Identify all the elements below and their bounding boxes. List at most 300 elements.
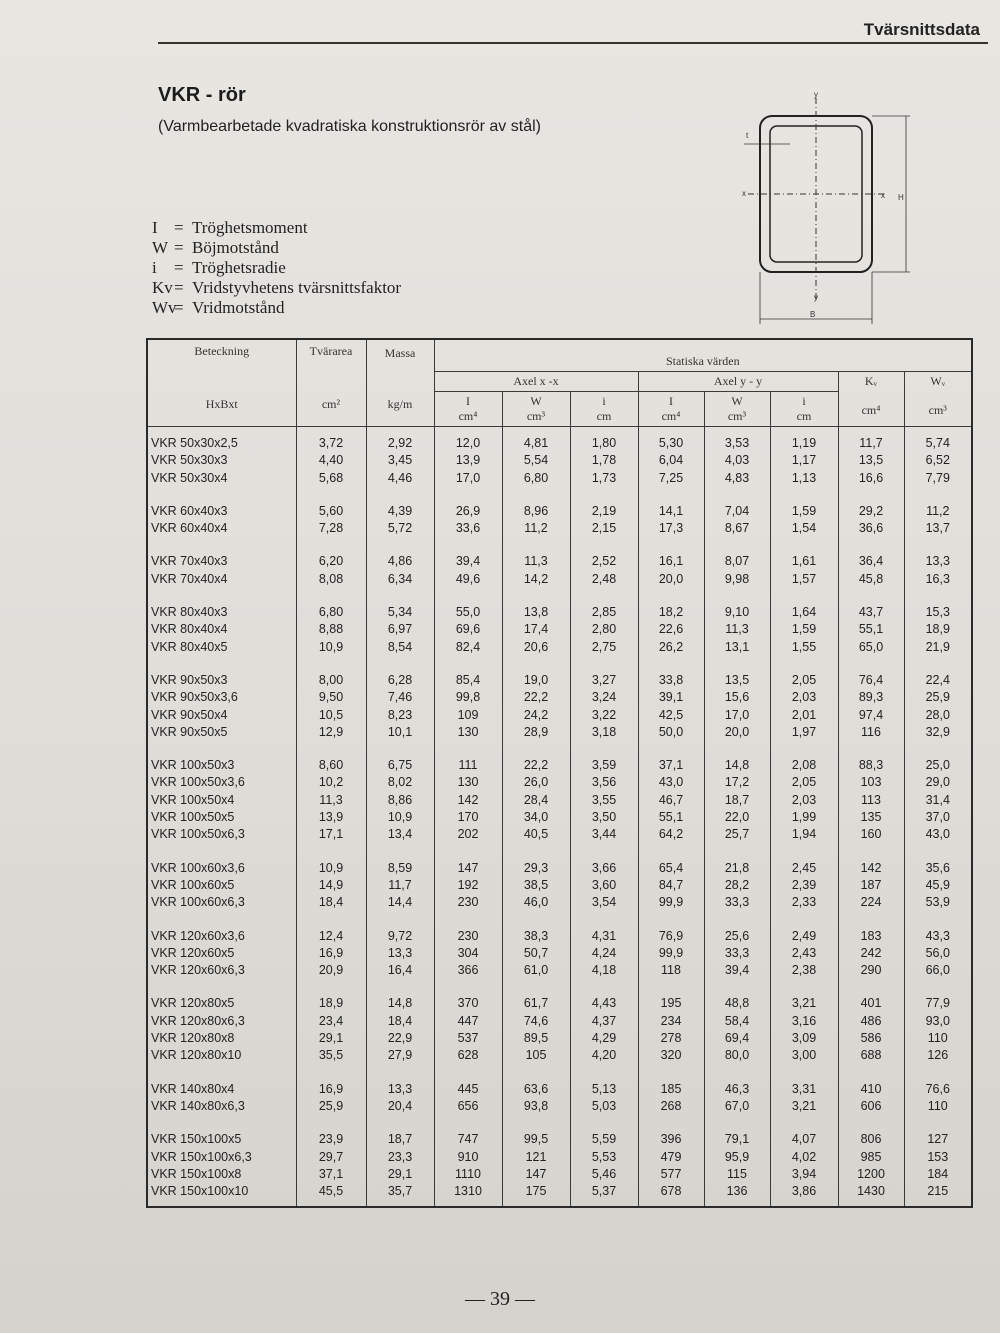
table-row-group — [147, 493, 972, 544]
symbol-legend — [152, 218, 401, 318]
iy-cell — [638, 985, 704, 1070]
mass-value: 16,4 — [387, 963, 413, 978]
mass-cell — [366, 427, 434, 493]
designation-cell — [147, 427, 296, 493]
wy-value: 13,1 — [724, 639, 750, 654]
ry-value: 2,49 — [791, 928, 817, 943]
wy-value: 15,6 — [724, 690, 750, 705]
wx-value: 175 — [525, 1184, 547, 1199]
iy-value: 16,1 — [658, 554, 684, 569]
area-cell — [296, 662, 366, 747]
section-data-table — [146, 338, 973, 1208]
legend-item — [152, 218, 401, 238]
iy-value: 76,9 — [658, 928, 684, 943]
rx-value: 3,54 — [591, 895, 617, 910]
wy-value: 20,0 — [724, 724, 750, 739]
ry-value: 1,59 — [791, 622, 817, 637]
area-cell — [296, 493, 366, 544]
ix-value: 537 — [457, 1031, 479, 1046]
mass-value: 35,7 — [387, 1184, 413, 1199]
legend-equals: = — [174, 218, 184, 237]
ry-value: 2,05 — [791, 672, 817, 687]
kv-unit: cm⁴ — [861, 403, 881, 417]
wv-header — [904, 372, 972, 427]
ix-value: 17,0 — [455, 470, 481, 485]
table-row-group — [147, 918, 972, 986]
iy-value: 577 — [660, 1166, 682, 1181]
wy-value: 17,0 — [724, 707, 750, 722]
wx-value: 8,96 — [523, 503, 549, 518]
mass-cell — [366, 747, 434, 849]
wy-cell — [704, 427, 770, 493]
wx-value: 147 — [525, 1166, 547, 1181]
ry-cell — [770, 918, 838, 986]
designation-value: VKR 120x60x6,3 — [151, 963, 245, 978]
ix-cell — [434, 747, 502, 849]
legend-symbol: I — [152, 218, 158, 237]
rx-cell — [570, 1071, 638, 1122]
rx-value: 5,46 — [591, 1166, 617, 1181]
ry-value: 2,08 — [791, 758, 817, 773]
wy-value: 33,3 — [724, 895, 750, 910]
ix-unit: cm⁴ — [458, 409, 478, 423]
rx-value: 2,48 — [591, 571, 617, 586]
wy-cell — [704, 850, 770, 918]
designation-value: VKR 50x30x2,5 — [151, 436, 238, 450]
designation-value: VKR 90x50x3 — [151, 672, 228, 687]
mass-value: 13,3 — [387, 1081, 413, 1096]
ry-value: 2,43 — [791, 945, 817, 960]
kv-value: 290 — [860, 963, 882, 978]
area-value: 25,9 — [318, 1098, 344, 1113]
rx-value: 4,31 — [591, 928, 617, 943]
ix-value: 39,4 — [455, 554, 481, 569]
area-value: 20,9 — [318, 963, 344, 978]
rx-label: i — [602, 394, 606, 408]
wx-value: 61,7 — [523, 996, 549, 1011]
area-value: 6,80 — [318, 605, 344, 620]
wv-value: 43,3 — [925, 928, 950, 943]
iy-value: 26,2 — [658, 639, 684, 654]
wy-value: 80,0 — [724, 1048, 750, 1063]
wy-value: 3,53 — [724, 436, 750, 450]
area-cell — [296, 1121, 366, 1207]
designation-value: VKR 100x60x3,6 — [151, 860, 245, 875]
area-unit: cm² — [321, 397, 341, 411]
legend-item — [152, 258, 401, 278]
wy-value: 67,0 — [724, 1098, 750, 1113]
ix-value: 230 — [457, 895, 479, 910]
designation-value: VKR 50x30x4 — [151, 470, 228, 485]
axis-y-header: Axel y - y — [638, 372, 838, 392]
legend-text: Tröghetsmoment — [192, 218, 308, 237]
ix-value: 82,4 — [455, 639, 481, 654]
ry-value: 2,33 — [791, 895, 817, 910]
mass-value: 10,9 — [387, 810, 413, 825]
kv-value: 89,3 — [858, 690, 884, 705]
kv-value: 88,3 — [858, 758, 884, 773]
mass-value: 13,3 — [387, 945, 413, 960]
ix-value: 12,0 — [455, 436, 481, 450]
area-value: 3,72 — [318, 436, 344, 450]
ry-value: 1,19 — [791, 436, 817, 450]
rx-value: 3,44 — [591, 827, 617, 842]
designation-value: VKR 100x50x3,6 — [151, 775, 245, 790]
ix-value: 366 — [457, 963, 479, 978]
kv-cell — [838, 594, 904, 662]
kv-value: 142 — [860, 860, 882, 875]
ry-cell — [770, 1121, 838, 1207]
area-cell — [296, 985, 366, 1070]
area-value: 6,20 — [318, 554, 344, 569]
ix-value: 304 — [457, 945, 479, 960]
area-cell — [296, 1071, 366, 1122]
ix-cell — [434, 427, 502, 493]
ry-value: 1,94 — [791, 827, 817, 842]
ry-cell — [770, 1071, 838, 1122]
mass-cell — [366, 662, 434, 747]
wv-value: 110 — [927, 1098, 948, 1113]
wv-value: 215 — [927, 1184, 949, 1199]
ix-value: 130 — [457, 775, 479, 790]
wv-cell — [904, 662, 972, 747]
designation-value: VKR 70x40x3 — [151, 554, 228, 569]
area-value: 9,50 — [318, 690, 344, 705]
area-value: 4,40 — [318, 453, 344, 468]
wx-value: 20,6 — [523, 639, 549, 654]
area-value: 18,9 — [318, 996, 344, 1011]
area-value: 5,68 — [318, 470, 344, 485]
mass-value: 8,02 — [387, 775, 413, 790]
legend-text: Vridmotstånd — [192, 298, 285, 317]
mass-value: 13,4 — [387, 827, 413, 842]
statics-header: Statiska värden — [434, 339, 972, 372]
area-value: 8,08 — [318, 571, 344, 586]
area-value: 8,60 — [318, 758, 344, 773]
ry-value: 4,02 — [791, 1149, 817, 1164]
wv-value: 77,9 — [925, 996, 950, 1011]
wy-cell — [704, 543, 770, 594]
area-value: 8,00 — [318, 672, 344, 687]
wx-value: 63,6 — [523, 1081, 549, 1096]
designation-sub-label: HxBxt — [205, 397, 238, 411]
rx-cell — [570, 918, 638, 986]
section-title: Tvärsnittsdata — [863, 20, 980, 39]
wx-value: 29,3 — [523, 860, 549, 875]
ry-value: 3,00 — [791, 1048, 817, 1063]
wy-value: 79,1 — [724, 1132, 750, 1147]
mass-cell — [366, 1121, 434, 1207]
kv-value: 13,5 — [858, 453, 884, 468]
kv-cell — [838, 427, 904, 493]
legend-equals: = — [174, 278, 184, 297]
area-value: 18,4 — [318, 895, 344, 910]
wv-value: 153 — [927, 1149, 949, 1164]
kv-value: 29,2 — [858, 503, 884, 518]
wy-cell — [704, 747, 770, 849]
rx-cell — [570, 594, 638, 662]
designation-cell — [147, 543, 296, 594]
mass-value: 6,97 — [387, 622, 413, 637]
area-value: 12,9 — [318, 724, 344, 739]
iy-value: 17,3 — [658, 521, 684, 536]
wy-value: 46,3 — [724, 1081, 750, 1096]
wx-value: 34,0 — [523, 810, 549, 825]
designation-value: VKR 80x40x3 — [151, 605, 228, 620]
iy-value: 320 — [660, 1048, 682, 1063]
wv-value: 43,0 — [925, 827, 950, 842]
mass-label: Massa — [384, 346, 416, 360]
designation-value: VKR 120x80x10 — [151, 1048, 242, 1063]
ix-cell — [434, 985, 502, 1070]
ry-value: 1,97 — [791, 724, 817, 739]
wy-value: 14,8 — [724, 758, 750, 773]
rx-value: 2,52 — [591, 554, 617, 569]
designation-value: VKR 90x50x5 — [151, 724, 228, 739]
ry-cell — [770, 594, 838, 662]
wy-cell — [704, 594, 770, 662]
wx-cell — [502, 1121, 570, 1207]
ix-value: 49,6 — [455, 571, 481, 586]
rx-value: 3,56 — [591, 775, 617, 790]
table-row-group — [147, 850, 972, 918]
ix-header — [434, 392, 502, 427]
wy-value: 18,7 — [724, 792, 750, 807]
kv-value: 135 — [860, 810, 882, 825]
wv-cell — [904, 543, 972, 594]
wv-value: 37,0 — [925, 810, 950, 825]
rx-value: 1,80 — [591, 436, 617, 450]
kv-cell — [838, 1071, 904, 1122]
designation-cell — [147, 1071, 296, 1122]
ix-value: 230 — [457, 928, 479, 943]
ix-value: 13,9 — [455, 453, 481, 468]
wx-value: 22,2 — [523, 758, 549, 773]
designation-cell — [147, 747, 296, 849]
kv-value: 116 — [861, 724, 881, 739]
ix-value: 1110 — [455, 1166, 481, 1181]
wx-header — [502, 392, 570, 427]
mass-value: 6,28 — [387, 672, 413, 687]
legend-symbol: Wv — [152, 298, 177, 317]
ix-cell — [434, 1071, 502, 1122]
area-header — [296, 339, 366, 427]
legend-equals: = — [174, 238, 184, 257]
wx-cell — [502, 985, 570, 1070]
wy-value: 9,98 — [724, 571, 750, 586]
iy-value: 33,8 — [658, 672, 684, 687]
wv-value: 31,4 — [925, 792, 950, 807]
area-value: 12,4 — [318, 928, 344, 943]
designation-cell — [147, 850, 296, 918]
ix-value: 33,6 — [455, 521, 481, 536]
x-axis-label-left: x — [742, 189, 746, 198]
wy-value: 8,07 — [724, 554, 750, 569]
area-cell — [296, 918, 366, 986]
h-label: H — [898, 193, 904, 202]
wx-value: 61,0 — [523, 963, 549, 978]
ry-unit: cm — [796, 409, 812, 423]
designation-value: VKR 140x80x6,3 — [151, 1098, 245, 1113]
iy-value: 18,2 — [658, 605, 684, 620]
designation-value: VKR 50x30x3 — [151, 453, 228, 468]
iy-value: 55,1 — [658, 810, 684, 825]
wv-cell — [904, 918, 972, 986]
b-label: B — [810, 310, 816, 319]
kv-value: 45,8 — [858, 571, 884, 586]
legend-text: Vridstyvhetens tvärsnittsfaktor — [192, 278, 402, 297]
iy-value: 14,1 — [658, 503, 684, 518]
wy-value: 33,3 — [724, 945, 750, 960]
y-axis-label-bottom: y — [814, 293, 818, 302]
area-value: 10,5 — [318, 707, 344, 722]
rx-value: 3,27 — [591, 672, 617, 687]
wx-value: 89,5 — [523, 1031, 549, 1046]
wv-value: 53,9 — [925, 895, 950, 910]
iy-cell — [638, 493, 704, 544]
area-cell — [296, 747, 366, 849]
kv-cell — [838, 543, 904, 594]
iy-cell — [638, 594, 704, 662]
mass-value: 27,9 — [387, 1048, 413, 1063]
area-cell — [296, 543, 366, 594]
iy-value: 39,1 — [658, 690, 684, 705]
kv-value: 586 — [860, 1031, 882, 1046]
wx-value: 22,2 — [523, 690, 549, 705]
ry-value: 2,01 — [791, 707, 817, 722]
mass-value: 3,45 — [387, 453, 413, 468]
wy-value: 13,5 — [724, 672, 750, 687]
wy-value: 28,2 — [724, 877, 750, 892]
rx-cell — [570, 747, 638, 849]
ix-value: 192 — [457, 877, 479, 892]
wx-value: 4,81 — [523, 436, 549, 450]
ix-cell — [434, 543, 502, 594]
designation-value: VKR 60x40x3 — [151, 503, 228, 518]
iy-cell — [638, 1071, 704, 1122]
y-axis-label-top: y — [814, 90, 818, 99]
wy-value: 25,7 — [724, 827, 750, 842]
kv-value: 11,7 — [859, 436, 883, 450]
wy-value: 48,8 — [724, 996, 750, 1011]
designation-cell — [147, 662, 296, 747]
wx-cell — [502, 594, 570, 662]
wv-value: 6,52 — [925, 453, 950, 468]
mass-value: 18,4 — [387, 1013, 413, 1028]
wx-value: 105 — [525, 1048, 547, 1063]
wv-value: 93,0 — [925, 1013, 950, 1028]
mass-value: 8,23 — [387, 707, 413, 722]
wv-label: Wᵥ — [930, 374, 946, 388]
rx-cell — [570, 543, 638, 594]
wx-cell — [502, 1071, 570, 1122]
ry-value: 1,55 — [791, 639, 817, 654]
kv-value: 1430 — [857, 1184, 885, 1199]
wy-cell — [704, 1121, 770, 1207]
iy-value: 268 — [660, 1098, 682, 1113]
ix-value: 656 — [457, 1098, 479, 1113]
table-row-group — [147, 543, 972, 594]
wy-unit: cm³ — [727, 409, 747, 423]
kv-value: 160 — [860, 827, 882, 842]
wx-cell — [502, 918, 570, 986]
kv-value: 97,4 — [858, 707, 884, 722]
area-cell — [296, 850, 366, 918]
area-value: 16,9 — [318, 1081, 344, 1096]
rx-value: 4,18 — [591, 963, 617, 978]
designation-value: VKR 100x60x5 — [151, 877, 235, 892]
designation-value: VKR 100x50x5 — [151, 810, 235, 825]
mass-cell — [366, 493, 434, 544]
iy-value: 479 — [660, 1149, 682, 1164]
rx-value: 1,78 — [591, 453, 617, 468]
wv-value: 110 — [927, 1031, 948, 1046]
wy-cell — [704, 918, 770, 986]
rx-value: 3,60 — [591, 877, 617, 892]
iy-value: 234 — [660, 1013, 682, 1028]
wy-header — [704, 392, 770, 427]
legend-symbol: i — [152, 258, 157, 277]
mass-value: 8,54 — [387, 639, 413, 654]
rx-header — [570, 392, 638, 427]
area-value: 16,9 — [318, 945, 344, 960]
rx-value: 4,29 — [591, 1031, 617, 1046]
wv-cell — [904, 1071, 972, 1122]
area-value: 17,1 — [318, 827, 344, 842]
ry-value: 1,54 — [791, 521, 817, 536]
kv-value: 103 — [860, 775, 882, 790]
kv-value: 36,4 — [858, 554, 884, 569]
kv-header — [838, 372, 904, 427]
iy-value: 396 — [660, 1132, 682, 1147]
wv-cell — [904, 850, 972, 918]
ix-value: 910 — [457, 1149, 479, 1164]
kv-value: 183 — [860, 928, 882, 943]
designation-value: VKR 90x50x4 — [151, 707, 228, 722]
ry-value: 1,61 — [791, 554, 817, 569]
ry-value: 2,03 — [791, 792, 817, 807]
mass-value: 23,3 — [387, 1149, 413, 1164]
wv-value: 28,0 — [925, 707, 950, 722]
document-subtitle: (Varmbearbetade kvadratiska konstruktionsrör av stål) — [158, 118, 541, 135]
ry-value: 1,13 — [791, 470, 817, 485]
ry-value: 1,59 — [791, 503, 817, 518]
wv-value: 25,9 — [925, 690, 950, 705]
wy-cell — [704, 985, 770, 1070]
kv-cell — [838, 850, 904, 918]
designation-value: VKR 150x100x10 — [151, 1184, 249, 1199]
designation-value: VKR 100x50x3 — [151, 758, 235, 773]
iy-value: 43,0 — [658, 775, 684, 790]
ix-value: 55,0 — [455, 605, 481, 620]
kv-value: 985 — [860, 1149, 882, 1164]
ry-value: 2,39 — [791, 877, 817, 892]
wx-label: W — [530, 394, 542, 408]
mass-value: 2,92 — [387, 436, 413, 450]
wy-value: 115 — [727, 1166, 747, 1181]
designation-value: VKR 100x50x4 — [151, 792, 235, 807]
iy-cell — [638, 850, 704, 918]
ix-cell — [434, 918, 502, 986]
kv-value: 410 — [860, 1081, 882, 1096]
iy-value: 42,5 — [658, 707, 684, 722]
mass-value: 4,46 — [387, 470, 413, 485]
designation-value: VKR 120x80x5 — [151, 996, 235, 1011]
kv-value: 55,1 — [858, 622, 884, 637]
wy-value: 136 — [726, 1184, 748, 1199]
table-body — [147, 427, 972, 1208]
designation-value: VKR 80x40x5 — [151, 639, 228, 654]
